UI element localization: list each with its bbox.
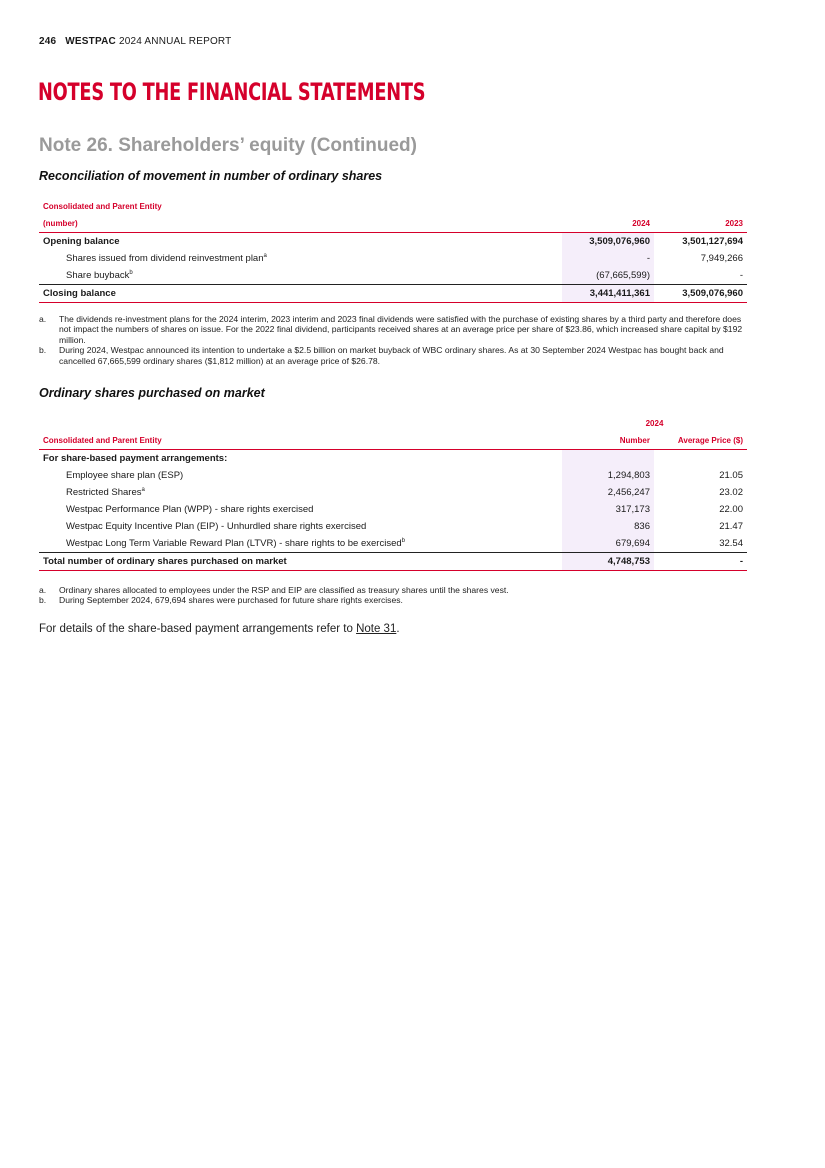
table-row: [39, 233, 747, 251]
row-label-text: Westpac Performance Plan (WPP) - share rights exercised: [66, 504, 314, 516]
reconciliation-column-row: [39, 215, 747, 233]
page-number: 246: [39, 36, 57, 47]
value-2024: 3,441,411,361: [562, 285, 654, 303]
year-header: 2024: [645, 419, 664, 428]
table-row: [39, 250, 747, 267]
footnote-ref: b: [129, 269, 133, 276]
footnote-ref: b: [401, 537, 405, 544]
number-value: 1,294,803: [562, 467, 654, 484]
table-row: [39, 467, 747, 484]
footnote-marker: a.: [39, 585, 47, 595]
row-label-text: Share buyback: [66, 270, 130, 282]
number-value: 679,694: [562, 535, 654, 553]
page-header: [39, 36, 231, 47]
row-label-text: Shares issued from dividend reinvestment plan: [66, 253, 264, 265]
footnote-ref: a: [141, 486, 145, 493]
value-2024: (67,665,599): [562, 267, 654, 285]
total-label: Total number of ordinary shares purchased on market: [39, 553, 562, 571]
row-label: [39, 484, 562, 501]
row-label-text: Westpac Long Term Variable Reward Plan (LTVR) - share rights to be exercised: [66, 538, 402, 550]
value-2024: -: [562, 250, 654, 267]
number-value: 836: [562, 518, 654, 535]
price-value: 21.05: [719, 470, 743, 481]
price-value: 32.54: [719, 538, 743, 549]
footnote-marker: a.: [39, 314, 47, 324]
price-value: 23.02: [719, 487, 743, 498]
row-label: Closing balance: [39, 285, 562, 303]
total-row: [39, 553, 747, 571]
row-label: [39, 535, 562, 553]
footnote-ref: a: [263, 252, 267, 259]
table-row: [39, 518, 747, 535]
table-row: [39, 501, 747, 518]
footnote-text: During 2024, Westpac announced its intention to undertake a $2.5 billion on market buyback of WBC ordinary shares. As at 30 September 2024 Westpac has bought back and cancelled 67,665,599 ordinary shares ($1,812 million) at an average price of $26.78.: [59, 345, 724, 366]
section-title: NOTES TO THE FINANCIAL STATEMENTS: [38, 78, 426, 106]
price-value: 22.00: [719, 504, 743, 515]
total-price: -: [654, 553, 747, 571]
column-header-number: Number: [562, 432, 654, 450]
row-label-text: Employee share plan (ESP): [66, 470, 184, 482]
header-entity: Consolidated and Parent Entity: [39, 432, 562, 450]
group-row: [39, 450, 747, 468]
value-2024: 3,509,076,960: [562, 233, 654, 251]
header-number: (number): [39, 215, 562, 233]
row-label: [39, 501, 562, 518]
purchased-footnotes: [39, 585, 747, 606]
group-label: For share-based payment arrangements:: [43, 453, 228, 464]
table-row: [39, 484, 747, 501]
number-value: 317,173: [562, 501, 654, 518]
footnote: [39, 595, 747, 605]
details-text: For details of the share-based payment arrangements refer to: [39, 623, 357, 635]
number-value: 2,456,247: [562, 484, 654, 501]
reconciliation-table: [39, 198, 747, 303]
purchased-column-row: [39, 432, 747, 450]
purchased-table: [39, 415, 747, 571]
total-number: 4,748,753: [562, 553, 654, 571]
brand-name: WESTPAC: [65, 36, 116, 47]
reconciliation-title: Reconciliation of movement in number of ordinary shares: [39, 169, 383, 183]
row-label: [39, 467, 562, 484]
footnote: [39, 585, 747, 595]
row-label: [39, 267, 562, 285]
footnote: [39, 345, 747, 366]
footnote-text: Ordinary shares allocated to employees under the RSP and EIP are classified as treasury shares until the shares vest.: [59, 585, 509, 595]
row-label-text: Westpac Equity Incentive Plan (EIP) - Unhurdled share rights exercised: [66, 521, 367, 533]
details-paragraph: [39, 623, 400, 635]
footnote-marker: b.: [39, 345, 47, 356]
details-suffix: .: [396, 623, 400, 635]
note-heading: Note 26. Shareholders’ equity (Continued): [39, 135, 417, 156]
note-31-link[interactable]: Note 31: [356, 623, 397, 635]
row-label: Opening balance: [43, 236, 120, 247]
reconciliation-header-row: [39, 198, 747, 215]
column-header-2024: 2024: [562, 215, 654, 233]
footnote-text: The dividends re-investment plans for the 2024 interim, 2023 interim and 2023 final dividends were satisfied with the purchase of existing shares by a third party and therefore does not impact the numbers of shares on issue. For the 2022 final dividend, participants received shares at an average price per share of $23.86, which increased share capital by $192 million.: [59, 314, 743, 345]
footnote-marker: b.: [39, 595, 47, 606]
value-2023: 7,949,266: [700, 253, 743, 264]
value-2023: 3,509,076,960: [654, 285, 747, 303]
table-row: [39, 267, 747, 285]
price-value: 21.47: [719, 521, 743, 532]
purchased-year-row: [39, 415, 747, 432]
purchased-title: Ordinary shares purchased on market: [39, 386, 265, 400]
column-header-2023: 2023: [654, 215, 747, 233]
header-entity: Consolidated and Parent Entity: [43, 202, 162, 211]
value-2023: 3,501,127,694: [682, 236, 743, 247]
value-2023: -: [739, 270, 743, 281]
row-label-text: Restricted Shares: [66, 487, 142, 499]
row-label: [39, 518, 562, 535]
table-row: [39, 535, 747, 553]
footnote-text: During September 2024, 679,694 shares were purchased for future share rights exercises.: [59, 595, 403, 606]
report-name: 2024 ANNUAL REPORT: [118, 36, 232, 47]
column-header-price: Average Price ($): [654, 432, 747, 450]
row-label: [39, 250, 562, 267]
closing-balance-row: [39, 285, 747, 303]
footnote: [39, 314, 747, 345]
reconciliation-footnotes: [39, 314, 747, 366]
